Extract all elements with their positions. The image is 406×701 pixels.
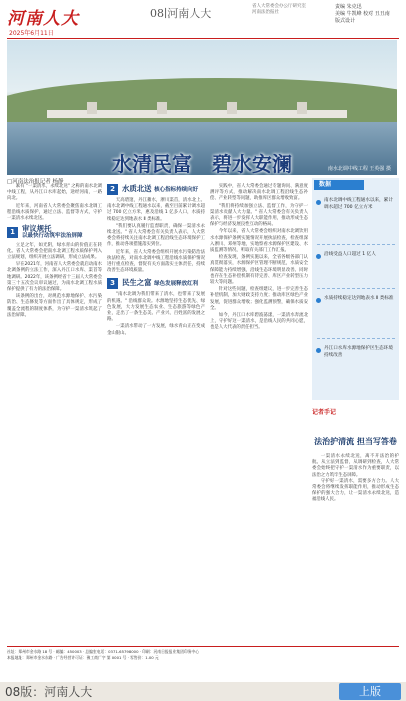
sidebar-item: 沿线受益人口超过 1 亿人 [324,252,376,257]
bullet-icon [316,298,321,303]
sidebar-item: 水质持续稳定达到地表水 Ⅱ 类标准 [324,296,394,301]
photo-caption: 南水北调中线工程 王英强 摄 [327,166,391,172]
author-byline: □河南法治报记者 杨静 [7,179,64,185]
subheading-number-icon: 3 [107,278,118,289]
subheading-text: 民生之富 绿色发展释放红利 [122,278,199,288]
subheading-1 [7,226,102,239]
sidebar-item: 南水北调中线工程通水以来，累计调水超过 700 亿立方米 [324,198,393,210]
note-body [312,454,399,504]
sidebar-item: 丹江口水库水源地保护区生态环境持续改善 [324,346,393,358]
editor-lines [252,4,322,16]
photo-gate [87,102,97,114]
bullet-icon [316,348,321,353]
sidebar-divider [317,288,395,289]
paragraph: 一渠清水永续北送，离不开法治的护航。从立法到监督，从调研到检查，人大常委会始终把守护一渠清水作为重要职责，以法治之力筑牢生态屏障。 [312,454,399,478]
headline: 水清民富 碧水安澜 [112,152,292,175]
paragraph: "南水北调为我们带来了清水，也带来了发展的机遇。" 沿线群众说。水源地坚持生态优先、绿色发展，大力发展生态农业、生态旅游等绿色产业，走出了一条生态美、产业兴、百姓富的发展之路。 [107,292,205,323]
paragraph: 针对这些问题，检查组建议，进一步完善生态补偿机制，加大财政支持力度；推动库区绿色产业发展，促进群众增收；强化监测预警，确保水质安全。 [210,287,308,311]
staff-line: 责编 朱克迅 [335,4,362,10]
issue-date: 2025年6月11日 [9,30,54,37]
bullet-icon [316,254,321,259]
article-column-2 [107,184,205,338]
page-navigation-bar [0,682,406,701]
paragraph: 今年以来，省人大常委会组织对南水北调饮用水水源保护条例实施情况开展执法检查，检查组深入淅川、邓州等地，实地察看水源保护区建设、水质监测等情况，听取有关部门工作汇报。 [210,229,308,254]
paragraph: "我们将持续加强立法、监督工作，为守护一渠清水贡献人大力量。" 省人大常委会有关负责人表示，将进一步发挥人大职能作用，推动形成生态保护与经济发展良性互动的格局。 [210,203,308,228]
masthead-rule [7,38,399,39]
banner-photo [7,40,397,175]
paragraph: 检查发现，条例实施以来，全省各级各部门认真贯彻落实，水源保护区管理不断规范，水质安全保障能力持续增强，沿线生态环境明显改善。同时也存在生态补偿机制有待完善、库区产业转型压力较大等问题。 [210,255,308,286]
paragraph: 守护好一渠清水，需要多方合力。人大常委会将继续发挥职能作用，推动形成生态保护的强大合力，让一渠清水永续北送，造福沿线人民。 [312,478,399,503]
sidebar-divider [317,338,395,339]
note-tag: 记者手记 [312,409,337,416]
newspaper-logo: 河南人大 [7,9,79,29]
paragraph: 天高碧邃，丹江蓄水，淅川渠首，清水北上。南水北调中线工程通水以来，截至目前累计调水超过 700 亿立方米，惠及沿线 1 亿多人口，水质持续稳定达到地表水 Ⅱ 类标准。 [107,198,205,222]
subheading-number-icon: 1 [7,227,18,238]
bullet-icon [316,200,321,205]
article-column-3 [210,184,308,333]
photo-gate [157,102,167,114]
paragraph: 该条例的出台，对规范水源地保护、水污染防治、生态修复等方面作出了具体规定，形成了覆盖全流程的制度体系，为守护一渠清水筑起了法治屏障。 [7,294,102,318]
current-page-label: 08版：河南人大 [5,685,93,699]
staff-credits [335,4,403,25]
paragraph: 近年来，省人大常委会组织开展水污染防治法执法检查，对南水北调中线工程沿线水质保护情况进行重点检查，督促有关方面落实主体责任，持续改善生态环境质量。 [107,249,205,274]
paragraph: 一渠清水带动了一方发展，绿水青山正在变成金山银山。 [107,324,205,336]
paragraph: 实践中，省人大常委会通过专题询问、满意度测评等方式，推动解决南水北调工程沿线生态补偿、产业转型等问题，助推库区群众增收致富。 [210,184,308,202]
subheading-text: 审议规托 以最快行动筑牢法治屏障 [22,224,83,240]
paragraph: "我们要认真履行监督职责，确保一渠清水永续北送。" 省人大常委会有关负责人表示，人大常委会将持续关注南水北调工程沿线生态环境保护工作，推动各项措施落实到位。 [107,223,205,248]
section-title: 08∣河南人大 [150,7,212,20]
subheading-2 [107,184,205,195]
reporter-note [312,404,399,644]
footer-line: 本报地址：郑州市金水东路 · 广告经营许可证：豫工商广字 第 0001 号 · 零售价：1.00 元 [7,654,159,660]
editor-line: 河南法治报社 [252,10,279,15]
subheading-3 [107,278,205,289]
data-sidebar [312,178,399,400]
staff-line: 美编 牛凯峰 校对 丑丑南 [335,11,390,17]
paragraph: 早在2021年，河南省人大常委会就启动南水北调条例的立法工作，深入丹江口水库、渠首等地调研。2022年，该条例经省十三届人大常委会第三十五次会议审议通过，为南水北调工程水质保护提供了有力的法治保障。 [7,262,102,293]
subheading-text: 水质北送 核心指标持续向好 [122,183,199,193]
footer-line: 社址：郑州市金水路 18 号 · 邮编：450003 · 总编室电话：0371-65798000 · 印刷：河南日报报业集团印务中心 [7,649,200,654]
sidebar-tag: 数据 [314,180,364,190]
paragraph: 素有 "一渠清水，永续北送" 之称的南水北调中线工程，从丹江口水库起始，途经河南，一路向北。 [7,184,102,202]
paragraph: 立足之年，如光阴，绿水青山的价值正在转化。省人大常委会把南水北调工程水质保护列入立法规划，组织开展立法调研，形成立法成果。 [7,242,102,261]
subheading-number-icon: 2 [107,184,118,195]
sidebar-divider [317,244,395,245]
note-title: 法治护清流 担当写答卷 [314,436,397,446]
previous-page-button[interactable]: 上版 [339,683,401,700]
editor-line: 省人大常委会办公厅研究室 [252,4,306,9]
photo-gate [297,102,307,114]
paragraph: 如今，丹江口水库碧波荡漾，一渠清水奔流北上，守护好这一渠清水，是沿线人民的共同心愿，也是人大代表的责任担当。 [210,313,308,331]
paragraph: 近年来，河南省人大常委会聚焦南水北调工程沿线水质保护，通过立法、监督等方式，守护一渠清水永续北送。 [7,203,102,222]
staff-line: 版式设计 [335,18,356,24]
photo-gate [227,102,237,114]
page-footer [7,646,399,660]
article-column-1 [7,184,102,320]
